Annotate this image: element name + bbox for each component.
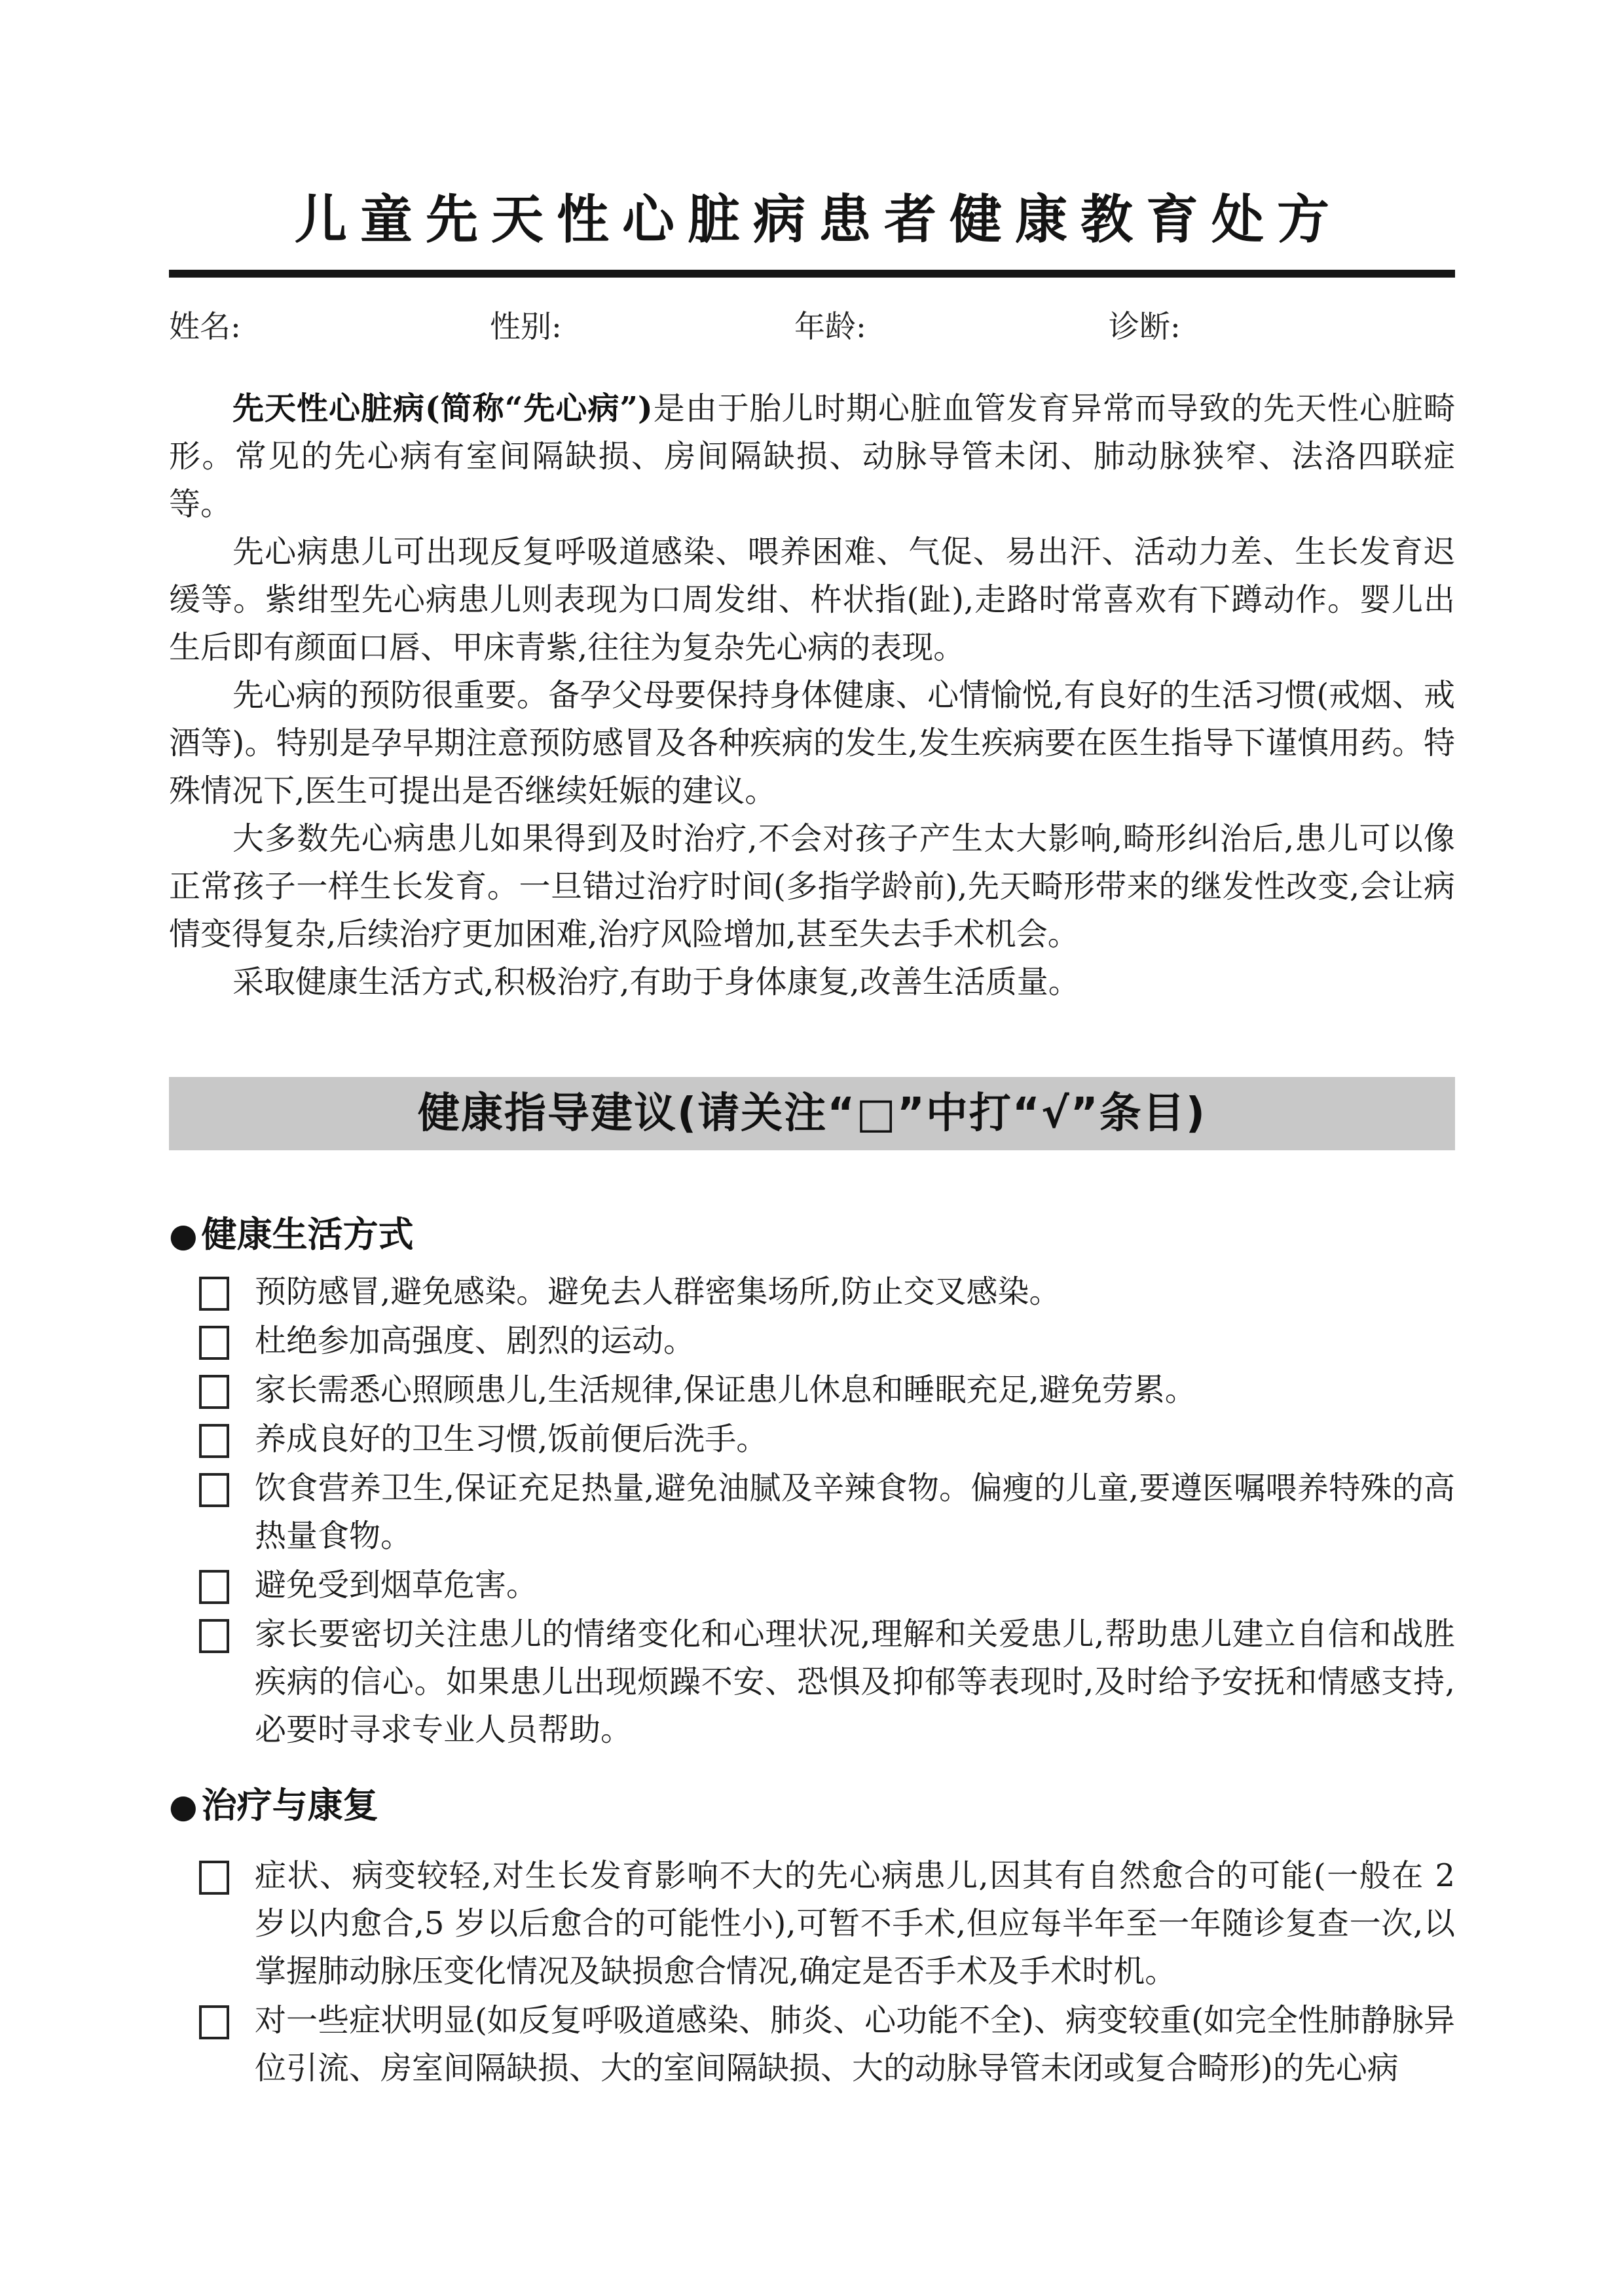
intro-paragraph	[169, 385, 1455, 528]
checklist-item-text: 家长需悉心照顾患儿,生活规律,保证患儿休息和睡眠充足,避免劳累。	[255, 1372, 1196, 1408]
checkbox-icon	[199, 1570, 229, 1604]
bullet-icon: ●	[169, 1216, 198, 1254]
checkbox-icon	[199, 2005, 229, 2039]
checklist-item	[169, 1561, 1455, 1609]
checklist-item-text: 家长要密切关注患儿的情绪变化和心理状况,理解和关爱患儿,帮助患儿建立自信和战胜疾病的信心。如果患儿出现烦躁不安、恐惧及抑郁等表现时,及时给予安抚和情感支持,必要时寻求专业人员帮助。	[255, 1616, 1455, 1748]
intro-paragraph-lead: 先天性心脏病(简称“先心病”)	[232, 390, 653, 427]
checkbox-icon	[199, 1424, 229, 1458]
section-heading-healthy-lifestyle	[169, 1211, 1455, 1259]
name-field	[169, 304, 490, 351]
checklist-item-text: 预防感冒,避免感染。避免去人群密集场所,防止交叉感染。	[255, 1273, 1061, 1310]
checklist-item	[169, 1852, 1455, 1995]
checklist-item-text: 避免受到烟草危害。	[255, 1567, 538, 1603]
checklist-item	[169, 1366, 1455, 1414]
checkbox-icon	[199, 1861, 229, 1895]
checklist-item-text: 症状、病变较轻,对生长发育影响不大的先心病患儿,因其有自然愈合的可能(一般在 2 岁以内愈合,5 岁以后愈合的可能性小),可暂不手术,但应每半年至一年随诊复查一次,以掌握肺动脉压变化情况及缺损愈合情况,确定是否手术及手术时机。	[255, 1857, 1455, 1990]
checklist-item	[169, 1997, 1455, 2092]
checkbox-icon	[199, 1375, 229, 1409]
checklist-item-text: 杜绝参加高强度、剧烈的运动。	[255, 1322, 695, 1359]
checkbox-icon	[199, 1619, 229, 1653]
section-heading-label: 健康生活方式	[201, 1213, 414, 1255]
intro-text	[169, 385, 1455, 1006]
intro-paragraph: 大多数先心病患儿如果得到及时治疗,不会对孩子产生太大影响,畸形纠治后,患儿可以像正常孩子一样生长发育。一旦错过治疗时间(多指学龄前),先天畸形带来的继发性改变,会让病情变得复杂,后续治疗更加困难,治疗风险增加,甚至失去手术机会。	[169, 820, 1455, 953]
page-title: 儿童先天性心脏病患者健康教育处方	[295, 189, 1342, 250]
age-field	[794, 304, 1109, 351]
intro-paragraph: 采取健康生活方式,积极治疗,有助于身体康复,改善生活质量。	[232, 964, 1080, 1000]
checkbox-icon	[199, 1473, 229, 1507]
diagnosis-field	[1109, 304, 1455, 351]
sex-field	[490, 304, 794, 351]
checklist-item	[169, 1317, 1455, 1365]
title-divider	[169, 270, 1455, 278]
checklist-item-text: 养成良好的卫生习惯,饭前便后洗手。	[255, 1421, 768, 1457]
section-heading-treatment-rehab	[169, 1781, 1455, 1830]
checkbox-icon	[199, 1326, 229, 1360]
intro-paragraph-body: 是由于胎儿时期心脏血管发育异常而导致的先天性心脏畸形。常见的先心病有室间隔缺损、房间隔缺损、动脉导管未闭、肺动脉狭窄、法洛四联症等。	[169, 390, 1455, 522]
intro-paragraph: 先心病患儿可出现反复呼吸道感染、喂养困难、气促、易出汗、活动力差、生长发育迟缓等。紫绀型先心病患儿则表现为口周发绀、杵状指(趾),走路时常喜欢有下蹲动作。婴儿出生后即有颜面口唇、甲床青紫,往往为复杂先心病的表现。	[169, 534, 1455, 666]
sex-label: 性别:	[490, 309, 562, 345]
checklist-item	[169, 1268, 1455, 1316]
diagnosis-label: 诊断:	[1109, 309, 1181, 345]
checkbox-icon	[199, 1277, 229, 1311]
checklist-item	[169, 1415, 1455, 1463]
patient-info-row	[169, 304, 1455, 351]
name-label: 姓名:	[169, 309, 241, 345]
health-guidance-banner: 健康指导建议(请关注“□”中打“√”条目)	[169, 1077, 1455, 1150]
healthy-lifestyle-checklist	[169, 1268, 1455, 1754]
checklist-item-text: 对一些症状明显(如反复呼吸道感染、肺炎、心功能不全)、病变较重(如完全性肺静脉异位引流、房室间隔缺损、大的室间隔缺损、大的动脉导管未闭或复合畸形)的先心病	[255, 2002, 1455, 2086]
section-heading-label: 治疗与康复	[201, 1784, 378, 1826]
age-label: 年龄:	[794, 309, 866, 345]
checklist-item-text: 饮食营养卫生,保证充足热量,避免油腻及辛辣食物。偏瘦的儿童,要遵医嘱喂养特殊的高热量食物。	[255, 1470, 1455, 1554]
treatment-rehab-checklist	[169, 1852, 1455, 2092]
intro-paragraph: 先心病的预防很重要。备孕父母要保持身体健康、心情愉悦,有良好的生活习惯(戒烟、戒酒等)。特别是孕早期注意预防感冒及各种疾病的发生,发生疾病要在医生指导下谨慎用药。特殊情况下,医生可提出是否继续妊娠的建议。	[169, 677, 1455, 809]
checklist-item	[169, 1465, 1455, 1560]
checklist-item	[169, 1611, 1455, 1754]
bullet-icon: ●	[169, 1787, 198, 1825]
